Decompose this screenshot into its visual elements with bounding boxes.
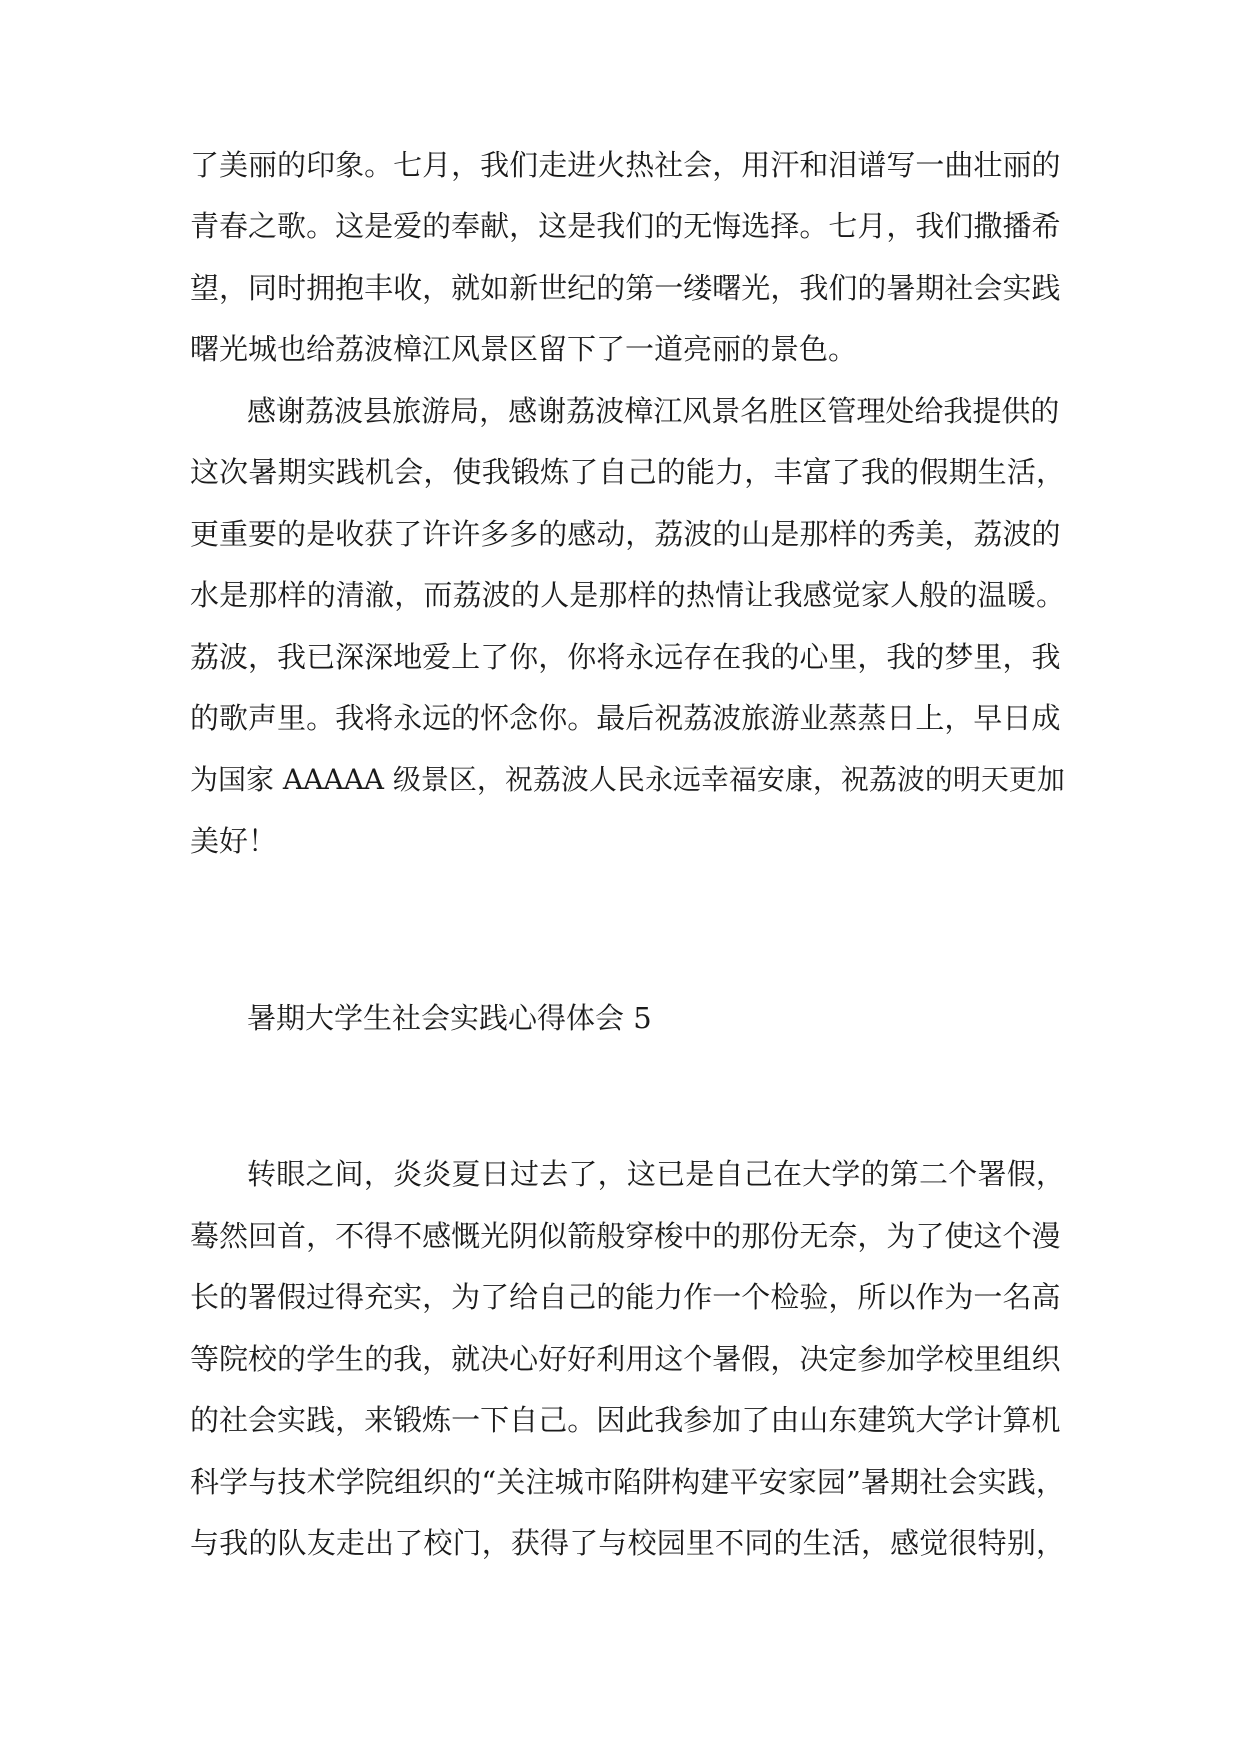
section-heading: 暑期大学生社会实践心得体会 5	[247, 1001, 652, 1035]
paragraph-1-line-3: 望 ， 同 时 拥 抱 丰 收 ， 就 如 新 世 纪 的 第 一 缕 曙 光 ， 我 们 的 暑 期 社 会 实 践	[190, 271, 1061, 305]
paragraph-1-line-4: 曙光城也给荔波樟江风景区留下了一道亮丽的景色。	[190, 332, 858, 366]
paragraph-1-line-1: 了 美 丽 的 印 象 。 七 月 ， 我 们 走 进 火 热 社 会 ， 用 汗 和 泪 谱 写 一 曲 壮 丽 的	[190, 148, 1061, 182]
paragraph-2-line-6: 的 歌 声 里 。 我 将 永 远 的 怀 念 你 。 最 后 祝 荔 波 旅 游 业 蒸 蒸 日 上 ， 早 日 成	[190, 701, 1061, 735]
paragraph-3-line-3: 长 的 署 假 过 得 充 实 ， 为 了 给 自 己 的 能 力 作 一 个 检 验 ， 所 以 作 为 一 名 高	[190, 1280, 1061, 1314]
paragraph-2-line-3: 更 重 要 的 是 收 获 了 许 许 多 多 的 感 动 ， 荔 波 的 山 是 那 样 的 秀 美 ， 荔 波 的	[190, 517, 1061, 551]
paragraph-3-line-6: 科 学 与 技 术 学 院 组 织 的 “ 关 注 城 市 陷 阱 构 建 平 安 家 园 ” 暑 期 社 会 实 践 ，	[190, 1465, 1065, 1499]
paragraph-2-line-8: 美好！	[190, 824, 278, 858]
paragraph-3-line-2: 蓦 然 回 首 ， 不 得 不 感 慨 光 阴 似 箭 般 穿 梭 中 的 那 份 无 奈 ， 为 了 使 这 个 漫	[190, 1219, 1061, 1253]
paragraph-3-line-7: 与 我 的 队 友 走 出 了 校 门 ， 获 得 了 与 校 园 里 不 同 的 生 活 ， 感 觉 很 特 别 ，	[190, 1526, 1065, 1560]
paragraph-2-line-2: 这 次 暑 期 实 践 机 会 ， 使 我 锻 炼 了 自 己 的 能 力 ， 丰 富 了 我 的 假 期 生 活 ，	[190, 455, 1065, 489]
paragraph-3-line-1: 转 眼 之 间 ， 炎 炎 夏 日 过 去 了 ， 这 已 是 自 己 在 大 学 的 第 二 个 署 假 ，	[247, 1157, 1065, 1191]
paragraph-3-line-4: 等 院 校 的 学 生 的 我 ， 就 决 心 好 好 利 用 这 个 暑 假 ， 决 定 参 加 学 校 里 组 织	[190, 1342, 1061, 1376]
paragraph-2-line-1: 感 谢 荔 波 县 旅 游 局 ， 感 谢 荔 波 樟 江 风 景 名 胜 区 管 理 处 给 我 提 供 的	[247, 394, 1060, 428]
paragraph-2-line-7: 为国家 AAAAA 级景区，祝荔波人民永远幸福安康，祝荔波的明天更加	[190, 763, 1065, 796]
paragraph-3-line-5: 的 社 会 实 践 ， 来 锻 炼 一 下 自 己 。 因 此 我 参 加 了 由 山 东 建 筑 大 学 计 算 机	[190, 1403, 1061, 1437]
paragraph-1-line-2: 青 春 之 歌 。 这 是 爱 的 奉 献 ， 这 是 我 们 的 无 悔 选 择 。 七 月 ， 我 们 撒 播 希	[190, 209, 1061, 243]
paragraph-2-line-5: 荔 波 ， 我 已 深 深 地 爱 上 了 你 ， 你 将 永 远 存 在 我 的 心 里 ， 我 的 梦 里 ， 我	[190, 640, 1061, 674]
paragraph-2-line-4: 水 是 那 样 的 清 澈 ， 而 荔 波 的 人 是 那 样 的 热 情 让 我 感 觉 家 人 般 的 温 暖 。	[190, 578, 1065, 612]
